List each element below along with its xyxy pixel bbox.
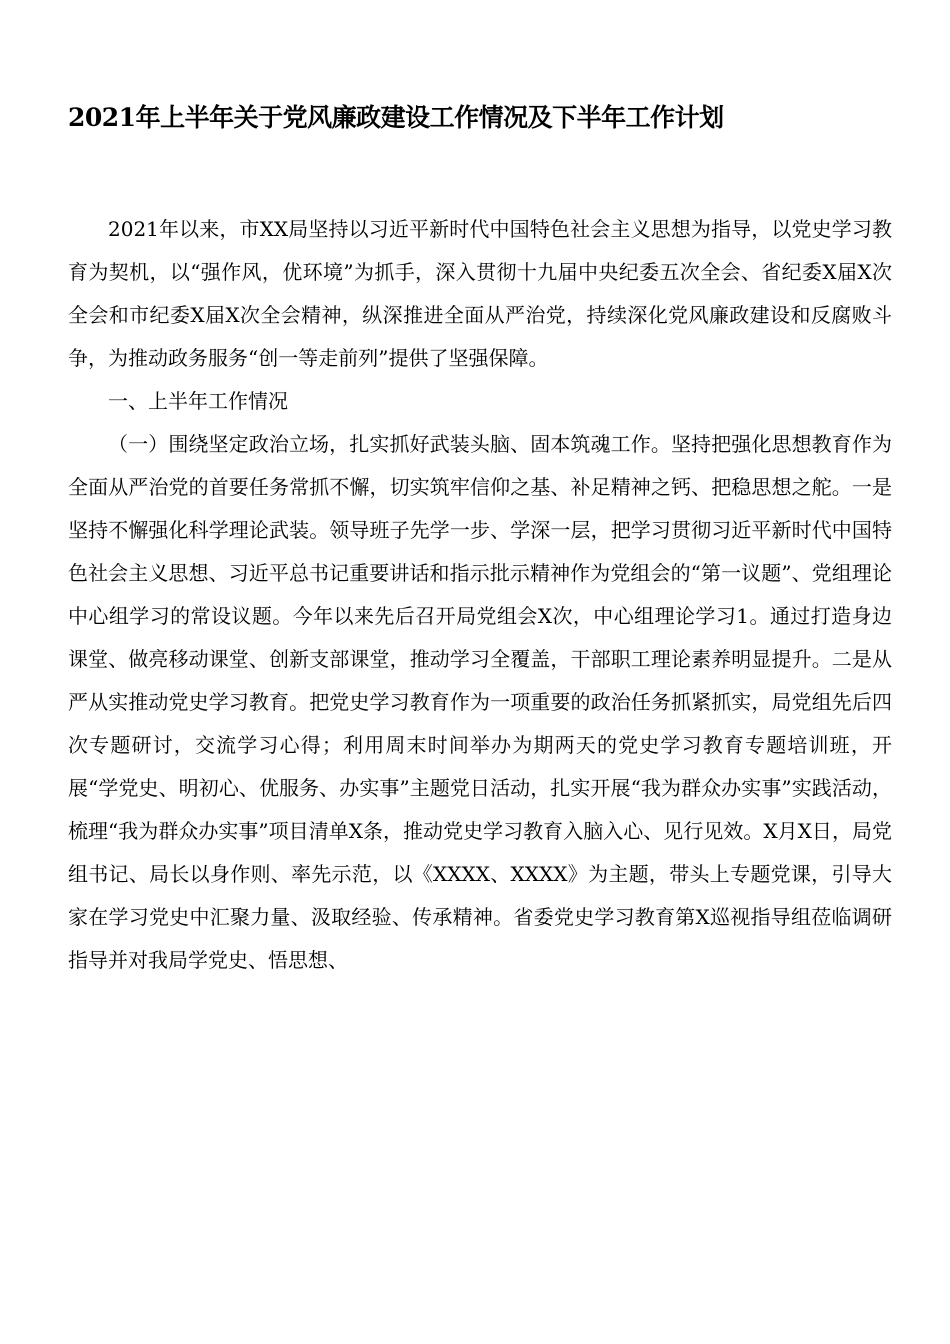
document-title: 2021年上半年关于党风廉政建设工作情况及下半年工作计划 [68, 103, 724, 132]
document-body [68, 208, 892, 982]
section-heading: 一、上半年工作情况 [108, 389, 288, 413]
subsection-paragraph: （一）围绕坚定政治立场，扎实抓好武装头脑、固本筑魂工作。坚持把强化思想教育作为全面从严治党的首要任务常抓不懈，切实筑牢信仰之基、补足精神之钙、把稳思想之舵。一是坚持不懈强化科学理论武装。领导班子先学一步、学深一层，把学习贯彻习近平新时代中国特色社会主义思想、习近平总书记重要讲话和指示批示精神作为党组会的“第一议题”、党组理论中心组学习的常设议题。今年以来先后召开局党组会X次，中心组理论学习1。通过打造身边课堂、做亮移动课堂、创新支部课堂，推动学习全覆盖，干部职工理论素养明显提升。二是从严从实推动党史学习教育。把党史学习教育作为一项重要的政治任务抓紧抓实，局党组先后四次专题研讨，交流学习心得；利用周末时间举办为期两天的党史学习教育专题培训班，开展“学党史、明初心、优服务、办实事”主题党日活动，扎实开展“我为群众办实事”实践活动，梳理“我为群众办实事”项目清单X条，推动党史学习教育入脑入心、见行见效。X月X日，局党组书记、局长以身作则、率先示范，以《XXXX、XXXX》为主题，带头上专题党课，引导大家在学习党史中汇聚力量、汲取经验、传承精神。省委党史学习教育第X巡视指导组莅临调研指导并对我局学党史、悟思想、 [68, 432, 892, 972]
intro-paragraph: 2021年以来，市XX局坚持以习近平新时代中国特色社会主义思想为指导，以党史学习教育为契机，以“强作风，优环境”为抓手，深入贯彻十九届中央纪委五次全会、省纪委X届X次全会和市纪委X届X次全会精神，纵深推进全面从严治党，持续深化党风廉政建设和反腐败斗争，为推动政务服务“创一等走前列”提供了坚强保障。 [68, 217, 892, 370]
